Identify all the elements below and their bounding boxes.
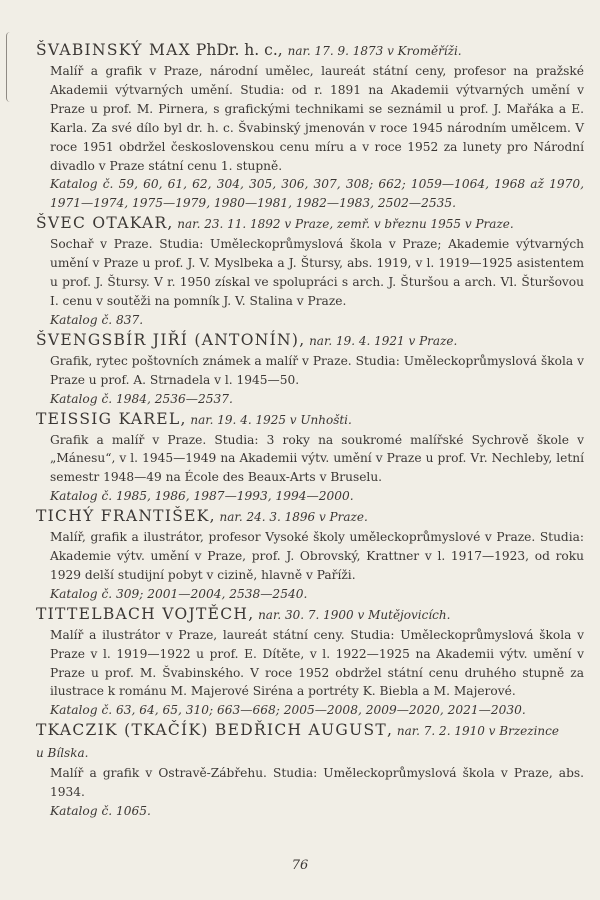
entry-separator: , [248,604,259,623]
entry-name: TITTELBACH VOJTĚCH [36,604,249,623]
entry-catalog: Katalog č. 837. [50,312,144,327]
entry-separator: , [167,214,178,233]
entry-birth: nar. 17. 9. 1873 v Kroměříži. [287,44,462,58]
entry-heading [36,604,584,626]
entry-birth: nar. 19. 4. 1925 v Unhošti. [190,412,352,427]
entry-catalog: Katalog č. 63, 64, 65, 310; 663—668; 2005—2008, 2009—2020, 2021—2030. [50,703,526,718]
entry-birth: nar. 30. 7. 1900 v Mutějovicích. [258,607,451,622]
entry-separator: , [387,721,397,740]
entry-name: TKACZIK (TKAČÍK) BEDŘICH AUGUST [36,721,387,740]
entry-body: Sochař v Praze. Studia: Uměleckoprůmyslová škola v Praze; Akademie výtvarných umění v Praze u prof. J. V. Myslbeka a J. Štursy, abs. 1919, v l. 1919—1925 asistentem u prof. J. Štursy. V r. 1950 získal ve spolupráci s arch. J. Šturšou a arch. Vl. Šturšovou I. cenu v soutěži na pomník J. V. Stalina v Praze. [50,237,584,308]
entry-tkaczik [36,720,584,821]
entry-tittelbach [36,604,584,721]
entry-body: Grafik a malíř v Praze. Studia: 3 roky na soukromé malířské Sychrově škole v „Mánesu“, v l. 1945—1949 na Akademii výtv. umění v Praze u prof. Vr. Nechleby, letní semestr 1948—49 na École des Beaux-Arts v Bruselu. [50,432,584,485]
entry-heading [36,40,584,62]
entry-svengsbir [36,330,584,409]
entry-separator: , [209,507,220,526]
entry-separator: , [299,330,310,349]
entry-heading [36,330,584,352]
entry-birth: nar. 7. 2. 1910 v Brzezince [396,724,559,739]
entry-heading [36,720,584,742]
entry-name: ŠVABINSKÝ MAX [36,41,191,59]
document-page [36,40,584,821]
entry-heading-continued [36,742,584,764]
entry-heading [36,409,584,431]
entry-body: Malíř a ilustrátor v Praze, laureát státní ceny. Studia: Uměleckoprůmyslová škola v Praze v l. 1919—1922 u prof. E. Dítěte, v l. 1922—1925 na Akademii výtv. umění v Praze u prof. M. Švabinského. V roce 1952 obdržel státní cenu druhého stupně za ilustrace k románu M. Majerové Siréna a portréty K. Biebla a M. Majerové. [50,627,584,699]
entry-body: Grafik, rytec poštovních známek a malíř v Praze. Studia: Uměleckoprůmyslová škola v Praze u prof. A. Strnadela v l. 1945—50. [50,353,584,387]
entry-body: Malíř, grafik a ilustrátor, profesor Vysoké školy uměleckoprůmyslové v Praze. Studia: Akademie výtv. umění v Praze, prof. J. Obrovský, Krattner v l. 1917—1923, od roku 1929 delší studijní pobyt v cizině, hlavně v Paříži. [50,530,584,582]
entry-body: Malíř a grafik v Ostravě-Zábřehu. Studia: Uměleckoprůmyslová škola v Praze, abs. 1934. [50,766,584,800]
page-number: 76 [291,858,309,873]
entry-catalog: Katalog č. 1065. [50,804,151,819]
entry-birth: nar. 24. 3. 1896 v Praze. [219,510,368,525]
entry-name: ŠVEC OTAKAR [36,214,168,233]
entry-heading [36,506,584,528]
entry-birth-continued: u Bílska. [36,746,89,761]
entry-catalog: Katalog č. 309; 2001—2004, 2538—2540. [50,586,308,601]
entry-title: PhDr. h. c., [190,41,288,59]
margin-mark [6,32,12,102]
entry-svabinsky [36,40,584,213]
entry-body: Malíř a grafik v Praze, národní umělec, laureát státní ceny, profesor na pražské Akademii výtvarných umění. Studia: od r. 1891 na Akademii výtvarných umění v Praze u prof. M. Pirnera, s grafickými technikami se seznámil u prof. J. Mařáka a E. Karla. Za své dílo byl dr. h. c. Švabinský jmenován v roce 1945 národním umělcem. V roce 1951 obdržel československou cenu míru a v roce 1952 za lunety pro Národní divadlo v Praze státní cenu 1. stupně. [50,64,584,173]
entry-birth: nar. 23. 11. 1892 v Praze, zemř. v březnu 1955 v Praze. [177,217,514,232]
entry-birth: nar. 19. 4. 1921 v Praze. [309,333,458,348]
entry-svec [36,213,584,330]
entry-name: ŠVENGSBÍR JIŘÍ (ANTONÍN) [36,330,300,349]
entry-separator: , [180,409,191,428]
entry-name: TICHÝ FRANTIŠEK [36,507,210,526]
entry-teissig [36,409,584,507]
entry-catalog: Katalog č. 1985, 1986, 1987—1993, 1994—2000. [50,489,354,504]
entry-name: TEISSIG KAREL [36,409,181,428]
entry-catalog: Katalog č. 59, 60, 61, 62, 304, 305, 306, 307, 308; 662; 1059—1064, 1968 až 1970, 1971—1974, 1975—1979, 1980—1981, 1982—1983, 2502—2535. [50,177,584,211]
entry-tichy [36,506,584,604]
entry-heading [36,213,584,235]
entry-catalog: Katalog č. 1984, 2536—2537. [50,391,233,406]
